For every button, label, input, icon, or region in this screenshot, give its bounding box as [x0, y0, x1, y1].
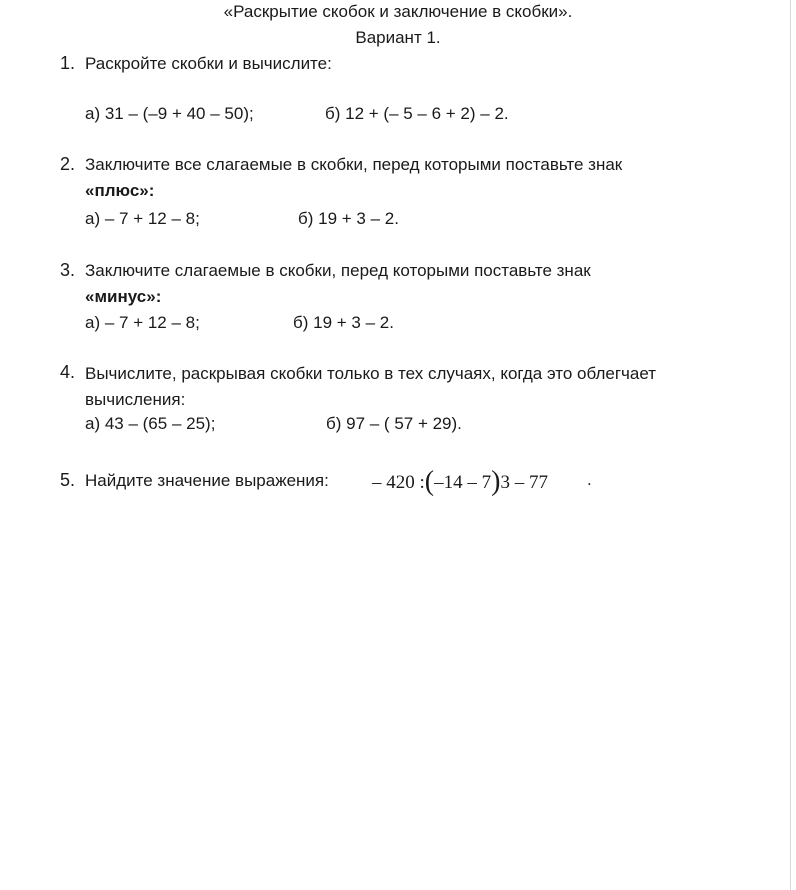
- task-text: Раскройте скобки и вычислите:: [85, 54, 332, 73]
- task-4-part-b: б) 97 – ( 57 + 29).: [326, 414, 462, 433]
- formula-period: .: [587, 470, 592, 489]
- task-4-part-a: а) 43 – (65 – 25);: [85, 414, 216, 433]
- task-emphasis: «плюс»:: [85, 181, 155, 200]
- math-expression: [372, 464, 548, 496]
- task-1-part-b: б) 12 + (– 5 – 6 + 2) – 2.: [325, 104, 509, 123]
- task-3-part-a: а) – 7 + 12 – 8;: [85, 313, 200, 332]
- formula-inner: –14 – 7: [434, 472, 492, 493]
- worksheet-title: «Раскрытие скобок и заключение в скобки».: [223, 2, 573, 21]
- formula-start: – 420 :: [372, 472, 425, 493]
- task-text: Найдите значение выражения:: [85, 471, 329, 490]
- formula-close-paren: ): [491, 466, 501, 497]
- task-number: 2.: [60, 154, 76, 174]
- task-1-part-a: а) 31 – (–9 + 40 – 50);: [85, 104, 254, 123]
- task-text: Вычислите, раскрывая скобки только в тех случаях, когда это облегчает: [85, 364, 657, 383]
- formula-end: 3 – 77: [500, 472, 548, 493]
- task-2-part-a: а) – 7 + 12 – 8;: [85, 209, 200, 228]
- task-text: Заключите все слагаемые в скобки, перед которыми поставьте знак: [85, 155, 623, 174]
- task-number: 1.: [60, 53, 76, 73]
- task-number: 4.: [60, 362, 76, 382]
- task-number: 3.: [60, 260, 76, 280]
- task-2-part-b: б) 19 + 3 – 2.: [298, 209, 399, 228]
- task-text: Заключите слагаемые в скобки, перед которыми поставьте знак: [85, 261, 591, 280]
- variant-label: Вариант 1.: [355, 28, 441, 47]
- formula-open-paren: (: [424, 466, 435, 497]
- page-edge-divider: [790, 0, 791, 890]
- task-text-continued: вычисления:: [85, 390, 186, 409]
- task-number: 5.: [60, 470, 76, 490]
- task-emphasis: «минус»:: [85, 287, 162, 306]
- task-3-part-b: б) 19 + 3 – 2.: [293, 313, 394, 332]
